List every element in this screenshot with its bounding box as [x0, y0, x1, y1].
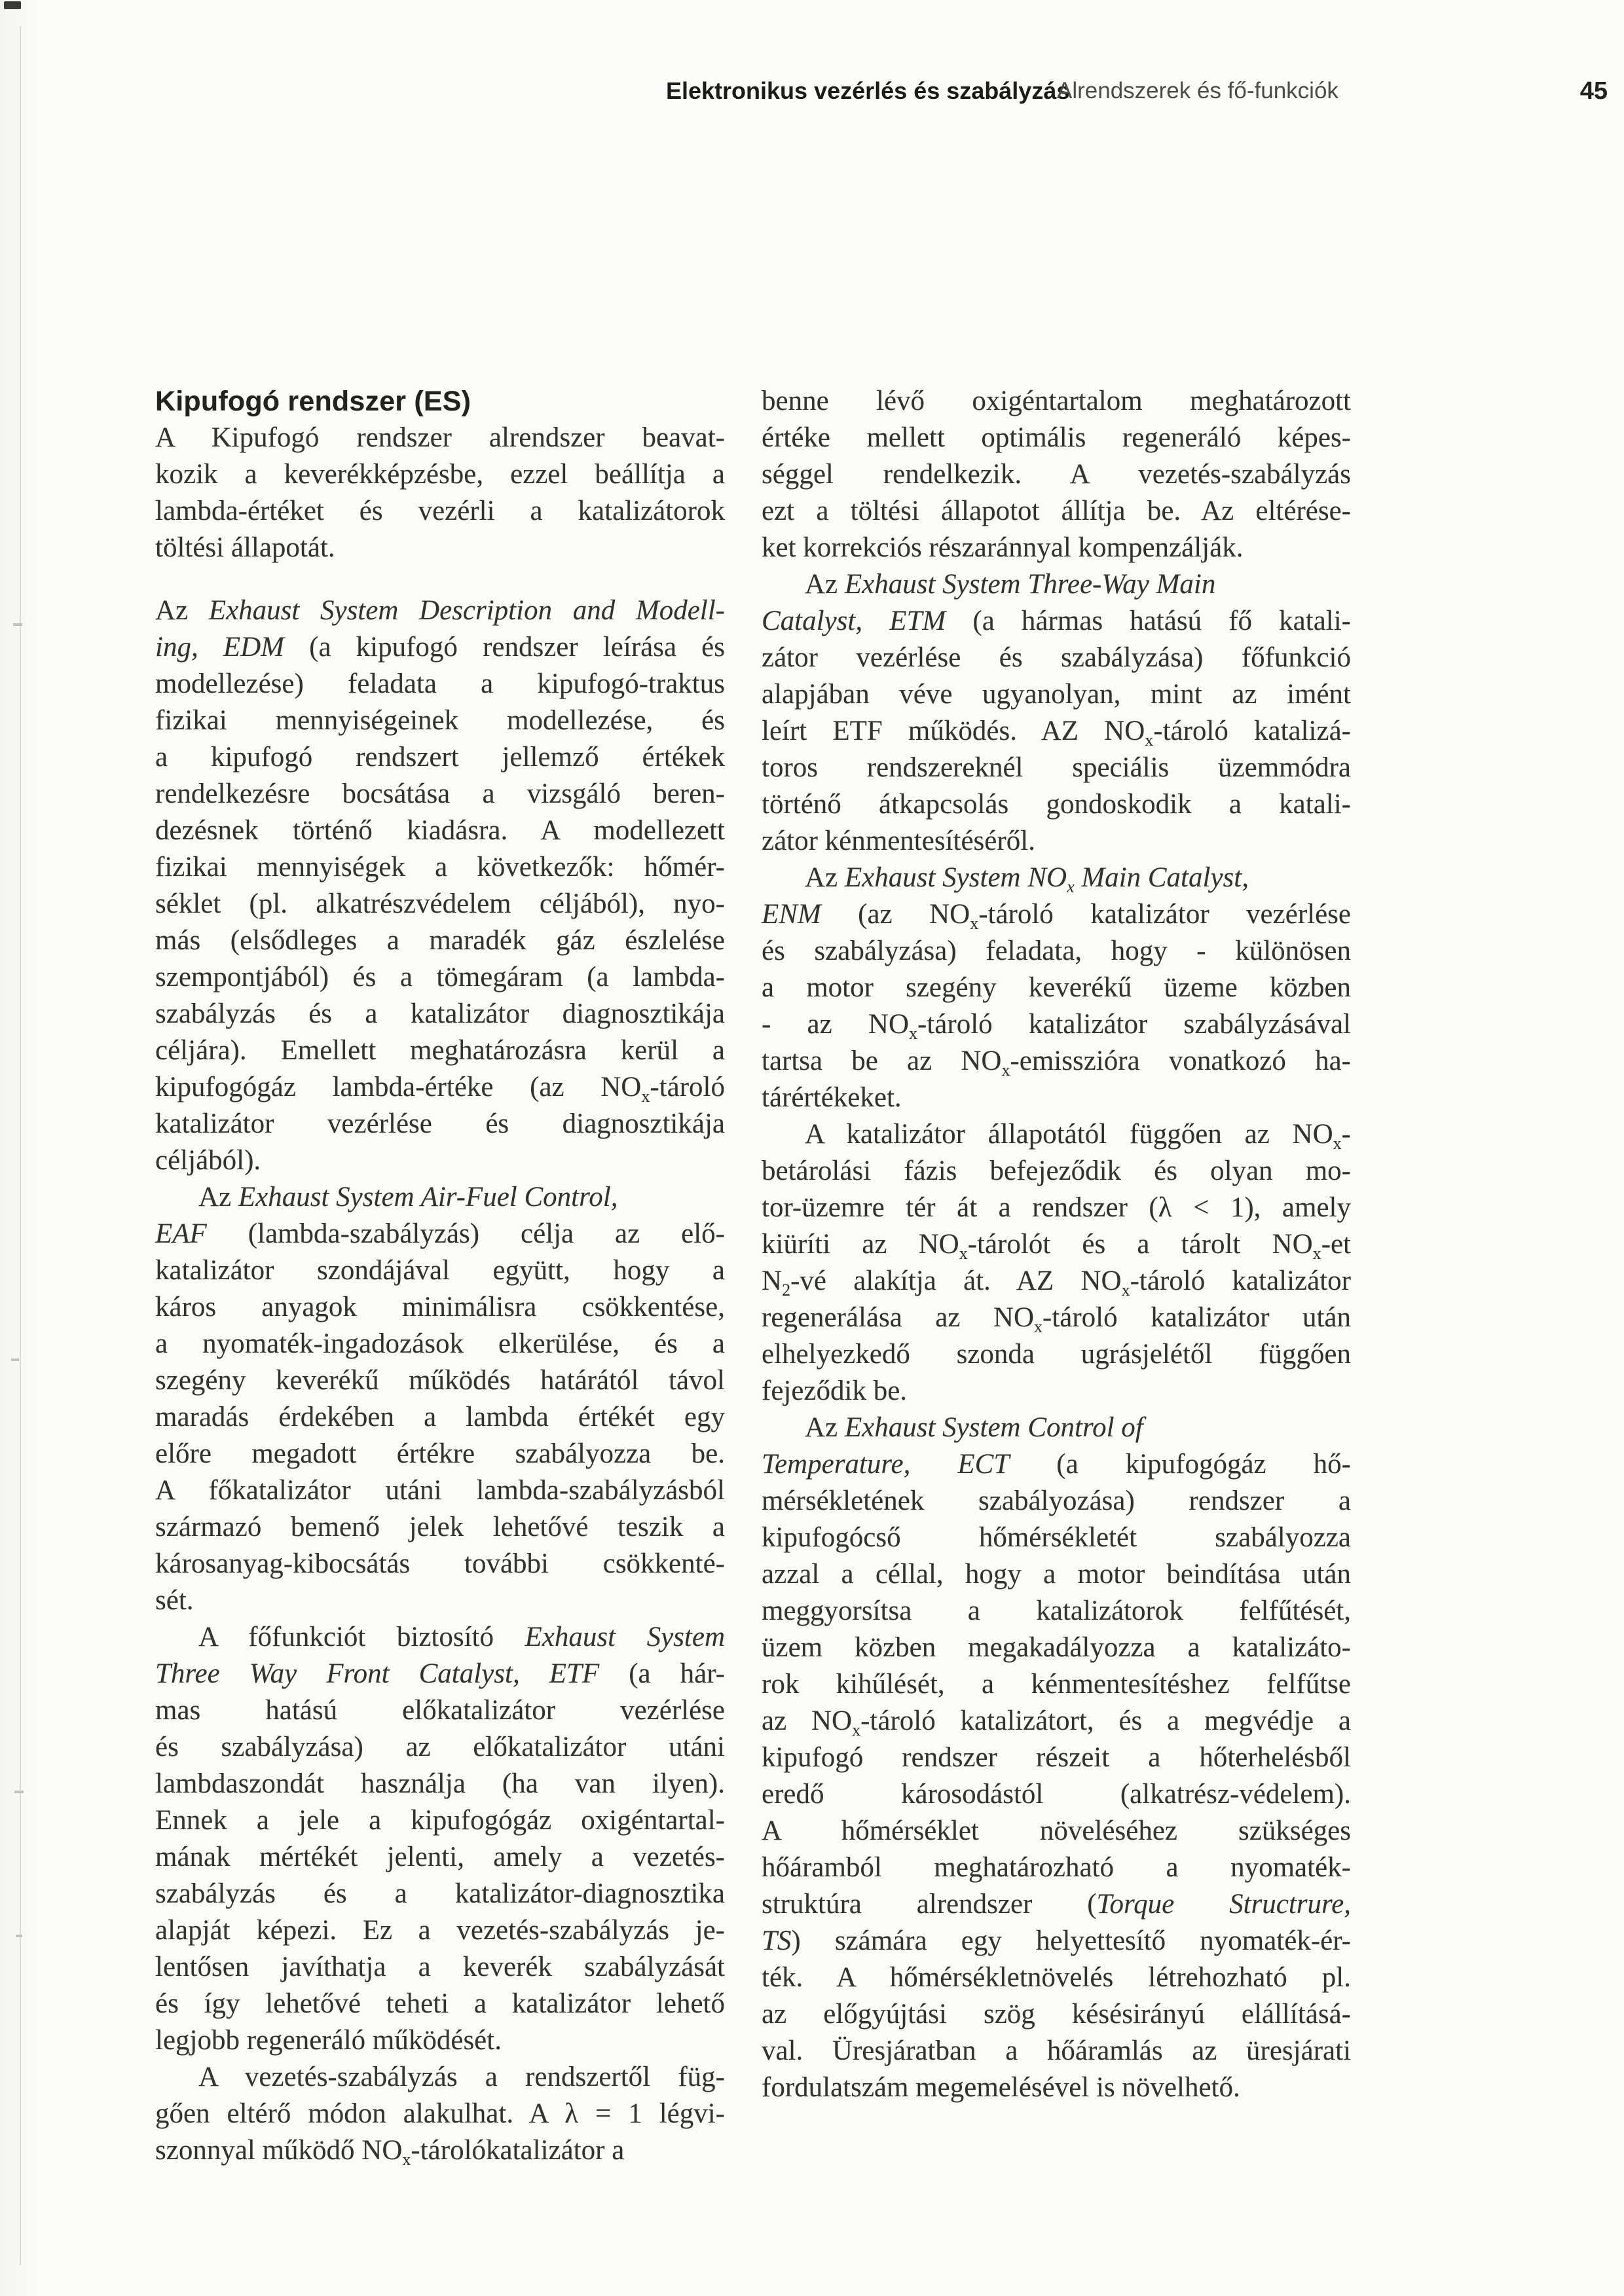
paragraph — [155, 2059, 725, 2169]
italic-text: Main Catalyst, — [1074, 862, 1249, 893]
body-text: -tároló katalizátor — [1130, 1266, 1351, 1296]
body-text: kipufogógáz lambda-értéke (az NO — [155, 1072, 642, 1102]
body-text: és szabályzása) az előkatalizátor utáni — [155, 1732, 725, 1762]
paragraph — [762, 383, 1351, 566]
text-line — [762, 1446, 1351, 1483]
left-column — [155, 383, 725, 2169]
body-text: betárolási fázis befejeződik és olyan mo- — [762, 1156, 1351, 1186]
text-line — [762, 1373, 1351, 1410]
text-line — [762, 1813, 1351, 1850]
body-text: szegény keverékű működés határától távol — [155, 1365, 725, 1396]
text-line — [762, 1483, 1351, 1520]
body-text: szempontjából) és a tömegáram (a lambda- — [155, 962, 725, 993]
body-text: zátor vezérlése és szabályzása) főfunkció — [762, 642, 1351, 673]
text-line — [762, 1006, 1351, 1043]
text-line — [155, 702, 725, 739]
italic-text: TS — [762, 1925, 792, 1956]
body-text: -tároló katalizátort, és a megvédje a — [860, 1705, 1352, 1736]
text-line — [762, 786, 1351, 823]
body-text: séggel rendelkezik. A vezetés-szabályzás — [762, 459, 1351, 490]
text-line — [155, 1876, 725, 1912]
body-text: val. Üresjáratban a hőáramlás az üresjárati — [762, 2035, 1351, 2066]
body-text: struktúra alrendszer ( — [762, 1889, 1097, 1920]
subscript-text: x — [402, 2150, 411, 2169]
text-line — [155, 2132, 725, 2169]
text-line — [762, 2069, 1351, 2106]
text-line — [155, 1252, 725, 1289]
text-line — [155, 1729, 725, 1766]
body-text: A Kipufogó rendszer alrendszer beavat- — [155, 422, 725, 453]
text-line — [155, 530, 725, 566]
text-line — [155, 2022, 725, 2059]
text-line — [762, 1666, 1351, 1703]
text-line — [155, 1106, 725, 1142]
body-text: zátor kénmentesítéséről. — [762, 826, 1035, 856]
body-text: katalizátor vezérlése és diagnosztikája — [155, 1108, 725, 1139]
text-line — [155, 629, 725, 666]
body-text: lambda-értéket és vezérli a katalizátorok — [155, 496, 725, 526]
text-line — [762, 1263, 1351, 1300]
body-text: meggyorsítsa a katalizátorok felfűtését, — [762, 1595, 1351, 1626]
body-text: tartsa be az NO — [762, 1046, 1002, 1076]
text-line — [762, 823, 1351, 860]
paragraph — [762, 566, 1351, 860]
italic-text: Exhaust System Control of — [844, 1412, 1143, 1443]
italic-text: ENM — [762, 899, 821, 930]
text-line — [762, 1043, 1351, 1080]
body-text: mas hatású előkatalizátor vezérlése — [155, 1695, 725, 1726]
body-text: -tároló katalizátor vezérlése — [978, 899, 1351, 930]
paragraph — [155, 592, 725, 1179]
body-text: (az NO — [821, 899, 970, 930]
text-line — [762, 1556, 1351, 1593]
right-column — [762, 383, 1351, 2106]
body-text: -tároló katalizá- — [1153, 716, 1351, 746]
italic-text: Catalyst, ETM — [762, 606, 946, 636]
body-text: szabályzás és a katalizátor diagnosztikája — [155, 998, 725, 1029]
scan-tick — [16, 1935, 22, 1937]
subscript-text: x — [1067, 877, 1075, 896]
text-line — [155, 1399, 725, 1436]
text-line — [155, 776, 725, 812]
body-text: Az — [805, 862, 845, 893]
body-text: -tároló — [650, 1072, 725, 1102]
body-text: gően eltérő módon alakulhat. A λ = 1 légvi- — [155, 2098, 725, 2129]
body-text: a nyomaték-ingadozások elkerülése, és a — [155, 1328, 725, 1359]
text-line — [762, 420, 1351, 456]
body-text: -emisszióra vonatkozó ha- — [1010, 1046, 1351, 1076]
text-line — [155, 2096, 725, 2132]
text-line — [155, 493, 725, 530]
paragraph — [762, 860, 1351, 1116]
body-text: séklet (pl. alkatrészvédelem céljából), nyo- — [155, 888, 725, 919]
text-line — [155, 922, 725, 959]
body-text: N — [762, 1266, 783, 1296]
body-text: és szabályzása) feladata, hogy - különösen — [762, 936, 1351, 966]
text-line — [762, 1153, 1351, 1190]
text-line — [155, 1289, 725, 1326]
body-text: kiüríti az NO — [762, 1229, 959, 1260]
italic-text: EAF — [155, 1218, 207, 1249]
text-line — [155, 592, 725, 629]
text-line — [762, 1959, 1351, 1996]
body-text: A hőmérséklet növeléséhez szükséges — [762, 1815, 1351, 1846]
text-line — [155, 1032, 725, 1069]
body-text: (a kipufogógáz hő- — [1009, 1449, 1351, 1480]
text-line — [155, 1546, 725, 1582]
text-line — [762, 970, 1351, 1006]
body-text: mérsékletének szabályozása) rendszer a — [762, 1485, 1351, 1516]
text-line — [762, 1116, 1351, 1153]
body-text: -vé alakítja át. AZ NO — [790, 1266, 1122, 1296]
body-text: ) számára egy helyettesítő nyomaték-ér- — [791, 1925, 1351, 1956]
body-text: káros anyagok minimálisra csökkentése, — [155, 1292, 725, 1322]
text-line — [155, 666, 725, 702]
italic-text: Exhaust System Three-Way Main — [844, 569, 1216, 600]
body-text: mának mértékét jelenti, amely a vezetés- — [155, 1842, 725, 1872]
subscript-text: x — [1121, 1281, 1130, 1300]
subscript-text: x — [1312, 1244, 1321, 1263]
text-line — [762, 1996, 1351, 2033]
scan-tick — [13, 623, 22, 626]
text-line — [762, 2033, 1351, 2069]
text-line — [762, 1336, 1351, 1373]
text-line — [762, 1593, 1351, 1630]
text-line — [762, 1850, 1351, 1886]
body-text: Ennek a jele a kipufogógáz oxigéntartal- — [155, 1805, 725, 1836]
text-line — [762, 603, 1351, 640]
subscript-text: x — [1034, 1317, 1043, 1336]
body-text: azzal a céllal, hogy a motor beindítása után — [762, 1559, 1351, 1590]
body-text: ték. A hőmérsékletnövelés létrehozható pl. — [762, 1962, 1351, 1993]
section-heading: Kipufogó rendszer (ES) — [155, 386, 471, 417]
text-line — [155, 886, 725, 922]
body-text: az NO — [762, 1705, 853, 1736]
body-text: -tároló katalizátor után — [1043, 1302, 1351, 1333]
body-text: előre megadott értékre szabályozza be. — [155, 1438, 725, 1469]
body-text: az előgyújtási szög késésirányú elállításá- — [762, 1999, 1351, 2030]
body-text: a motor szegény keverékű üzeme közben — [762, 972, 1351, 1003]
subscript-text: x — [1001, 1061, 1010, 1080]
body-text: fordulatszám megemelésével is növelhető. — [762, 2072, 1240, 2103]
body-text: legjobb regeneráló működését. — [155, 2025, 502, 2056]
text-line — [155, 1766, 725, 1802]
body-text: töltési állapotát. — [155, 532, 335, 563]
body-text: Az — [805, 569, 845, 600]
body-text: céljára). Emellett meghatározásra kerül a — [155, 1035, 725, 1066]
text-line — [762, 896, 1351, 933]
text-line — [762, 1080, 1351, 1116]
text-line — [155, 1326, 725, 1362]
body-text: -et — [1321, 1229, 1351, 1260]
scan-tick — [14, 1791, 24, 1793]
text-line — [762, 1410, 1351, 1446]
text-line — [155, 812, 725, 849]
text-line — [155, 456, 725, 493]
body-text: (a kipufogó rendszer leírása és — [284, 632, 725, 663]
text-line — [762, 1776, 1351, 1813]
body-text: (lambda-szabályzás) célja az elő- — [206, 1218, 725, 1249]
italic-text: Exhaust System Air-Fuel Control, — [238, 1182, 618, 1212]
text-line — [155, 739, 725, 776]
paragraph — [155, 420, 725, 566]
text-line — [155, 1216, 725, 1252]
body-text: - az NO — [762, 1009, 910, 1040]
italic-text: Exhaust System NO — [844, 862, 1067, 893]
text-line — [762, 1740, 1351, 1776]
body-text: lambdaszondát használja (ha van ilyen). — [155, 1768, 725, 1799]
body-text: ezt a töltési állapotot állítja be. Az eltérése- — [762, 496, 1351, 526]
body-text: Az — [198, 1182, 238, 1212]
text-line — [155, 1069, 725, 1106]
text-line — [155, 1472, 725, 1509]
body-text: sét. — [155, 1585, 194, 1616]
italic-text: Temperature, ECT — [762, 1449, 1010, 1480]
text-line — [155, 1362, 725, 1399]
body-text: -tárolókatalizátor a — [411, 2135, 625, 2166]
body-text: és így lehetővé teheti a katalizátor lehető — [155, 1988, 725, 2019]
body-text: tor-üzemre tér át a rendszer (λ < 1), amely — [762, 1192, 1351, 1223]
body-text: rendelkezésre bocsátása a vizsgáló beren- — [155, 778, 725, 809]
subscript-text: x — [1333, 1134, 1342, 1153]
chapter-title: Elektronikus vezérlés és szabályzás — [666, 77, 1070, 104]
body-text: hőáramból meghatározható a nyomaték- — [762, 1852, 1351, 1883]
body-text: más (elsődleges a maradék gáz észlelése — [155, 925, 725, 956]
italic-text: Exhaust System Description and Modell- — [208, 595, 725, 626]
body-text: kipufogó rendszer részeit a hőterhelésből — [762, 1742, 1351, 1773]
body-text: ket korrekciós részaránnyal kompenzálják. — [762, 532, 1244, 563]
body-text: céljából). — [155, 1145, 261, 1176]
body-text: eredő károsodástól (alkatrész-védelem). — [762, 1779, 1351, 1810]
body-text: üzem közben megakadályozza a katalizáto- — [762, 1632, 1351, 1663]
body-text: (a hár- — [599, 1658, 725, 1689]
text-line — [155, 1436, 725, 1472]
paragraph — [155, 1619, 725, 2059]
paragraph — [762, 1410, 1351, 2106]
body-text: Az — [155, 595, 209, 626]
body-text: alapját képezi. Ez a vezetés-szabályzás je- — [155, 1915, 725, 1946]
text-line — [155, 1839, 725, 1876]
text-line — [762, 1520, 1351, 1556]
body-text: A katalizátor állapotától függően az NO — [805, 1119, 1333, 1150]
italic-text: Exhaust System — [525, 1622, 726, 1652]
body-text: kozik a keverékképzésbe, ezzel beállítja a — [155, 459, 725, 490]
body-text: tárértékeket. — [762, 1082, 902, 1113]
text-line — [155, 1692, 725, 1729]
body-text: származó bemenő jelek lehetővé teszik a — [155, 1512, 725, 1542]
text-line — [762, 933, 1351, 970]
scan-tick — [11, 1358, 19, 1361]
body-text: fejeződik be. — [762, 1376, 908, 1406]
subscript-text: x — [641, 1087, 650, 1106]
body-text: alapjában véve ugyanolyan, mint az imént — [762, 679, 1351, 710]
body-text: A főfunkciót biztosító — [198, 1622, 525, 1652]
body-text: történő átkapcsolás gondoskodik a katali- — [762, 789, 1351, 820]
body-text: -tárolót és a tárolt NO — [967, 1229, 1313, 1260]
italic-text: Three Way Front Catalyst, ETF — [155, 1658, 600, 1689]
text-line — [762, 566, 1351, 603]
subscript-text: x — [1145, 731, 1154, 750]
subscript-text: x — [959, 1244, 968, 1263]
text-line — [762, 676, 1351, 713]
text-line — [762, 493, 1351, 530]
body-text: -tároló katalizátor szabályzásával — [917, 1009, 1351, 1040]
body-text: katalizátor szondájával együtt, hogy a — [155, 1255, 725, 1286]
body-text: benne lévő oxigéntartalom meghatározott — [762, 386, 1351, 416]
body-text: kipufogócső hőmérsékletét szabályozza — [762, 1522, 1351, 1553]
body-text: Az — [805, 1412, 845, 1443]
page-number: 45 — [1579, 77, 1608, 105]
text-line — [155, 1802, 725, 1839]
text-line — [762, 1190, 1351, 1226]
body-text: - — [1341, 1119, 1351, 1150]
body-text: A főkatalizátor utáni lambda-szabályzásból — [155, 1475, 725, 1506]
text-line — [762, 750, 1351, 786]
text-line — [762, 713, 1351, 750]
text-line — [762, 530, 1351, 566]
text-line — [762, 860, 1351, 896]
body-text: rok kihűlését, a kénmentesítéshez felfűtse — [762, 1669, 1351, 1700]
section-subtitle: Alrendszerek és fő-funkciók — [1057, 78, 1338, 103]
body-text: szabályzás és a katalizátor-diagnosztika — [155, 1878, 725, 1909]
text-line — [762, 1300, 1351, 1336]
body-text: szonnyal működő NO — [155, 2135, 403, 2166]
text-line — [762, 1923, 1351, 1959]
body-text: A vezetés-szabályzás a rendszertől füg- — [198, 2062, 725, 2092]
italic-text: ing, EDM — [155, 632, 284, 663]
text-line — [155, 996, 725, 1032]
paragraph — [762, 1116, 1351, 1410]
text-line — [155, 849, 725, 886]
subscript-text: x — [970, 914, 979, 933]
text-line — [155, 1582, 725, 1619]
body-text: regenerálása az NO — [762, 1302, 1034, 1333]
text-line — [155, 2059, 725, 2096]
text-line — [762, 640, 1351, 676]
body-text: toros rendszereknél speciális üzemmódra — [762, 752, 1351, 783]
body-text: (a hármas hatású fő katali- — [946, 606, 1352, 636]
scan-speck — [4, 1, 21, 9]
text-line — [155, 420, 725, 456]
body-text: elhelyezkedő szonda ugrásjelétől függően — [762, 1339, 1351, 1370]
subscript-text: x — [909, 1024, 918, 1043]
body-text: fizikai mennyiségek a következők: hőmér- — [155, 852, 725, 883]
text-line — [762, 383, 1351, 420]
subscript-text: x — [852, 1721, 861, 1740]
text-line — [155, 1142, 725, 1179]
scan-edge-line — [20, 26, 21, 2265]
text-line — [155, 1986, 725, 2022]
body-text: fizikai mennyiségeinek modellezése, és — [155, 705, 725, 736]
text-line — [762, 1886, 1351, 1923]
text-line — [155, 1509, 725, 1546]
left-column-body — [155, 420, 725, 2169]
text-line — [762, 1226, 1351, 1263]
body-text: lentősen javíthatja a keverék szabályzását — [155, 1952, 725, 1982]
body-text: dezésnek történő kiadásra. A modellezett — [155, 815, 725, 846]
body-text: a kipufogó rendszert jellemző értékek — [155, 742, 725, 773]
paragraph — [155, 1179, 725, 1619]
body-text: leírt ETF működés. AZ NO — [762, 716, 1145, 746]
text-line — [155, 1179, 725, 1216]
italic-text: Torque Structrure, — [1096, 1889, 1351, 1920]
text-line — [762, 1630, 1351, 1666]
right-column-body — [762, 383, 1351, 2106]
body-text: maradás érdekében a lambda értékét egy — [155, 1402, 725, 1432]
subscript-text: 2 — [782, 1281, 791, 1300]
text-line — [155, 1619, 725, 1656]
body-text: károsanyag-kibocsátás további csökkenté- — [155, 1548, 725, 1579]
text-line — [762, 1703, 1351, 1740]
text-line — [155, 1949, 725, 1986]
text-line — [155, 1912, 725, 1949]
body-text: modellezése) feladata a kipufogó-traktus — [155, 668, 725, 699]
body-text: értéke mellett optimális regeneráló képes- — [762, 422, 1351, 453]
page-header — [0, 77, 1624, 109]
text-line — [155, 1656, 725, 1692]
text-line — [155, 959, 725, 996]
text-line — [762, 456, 1351, 493]
